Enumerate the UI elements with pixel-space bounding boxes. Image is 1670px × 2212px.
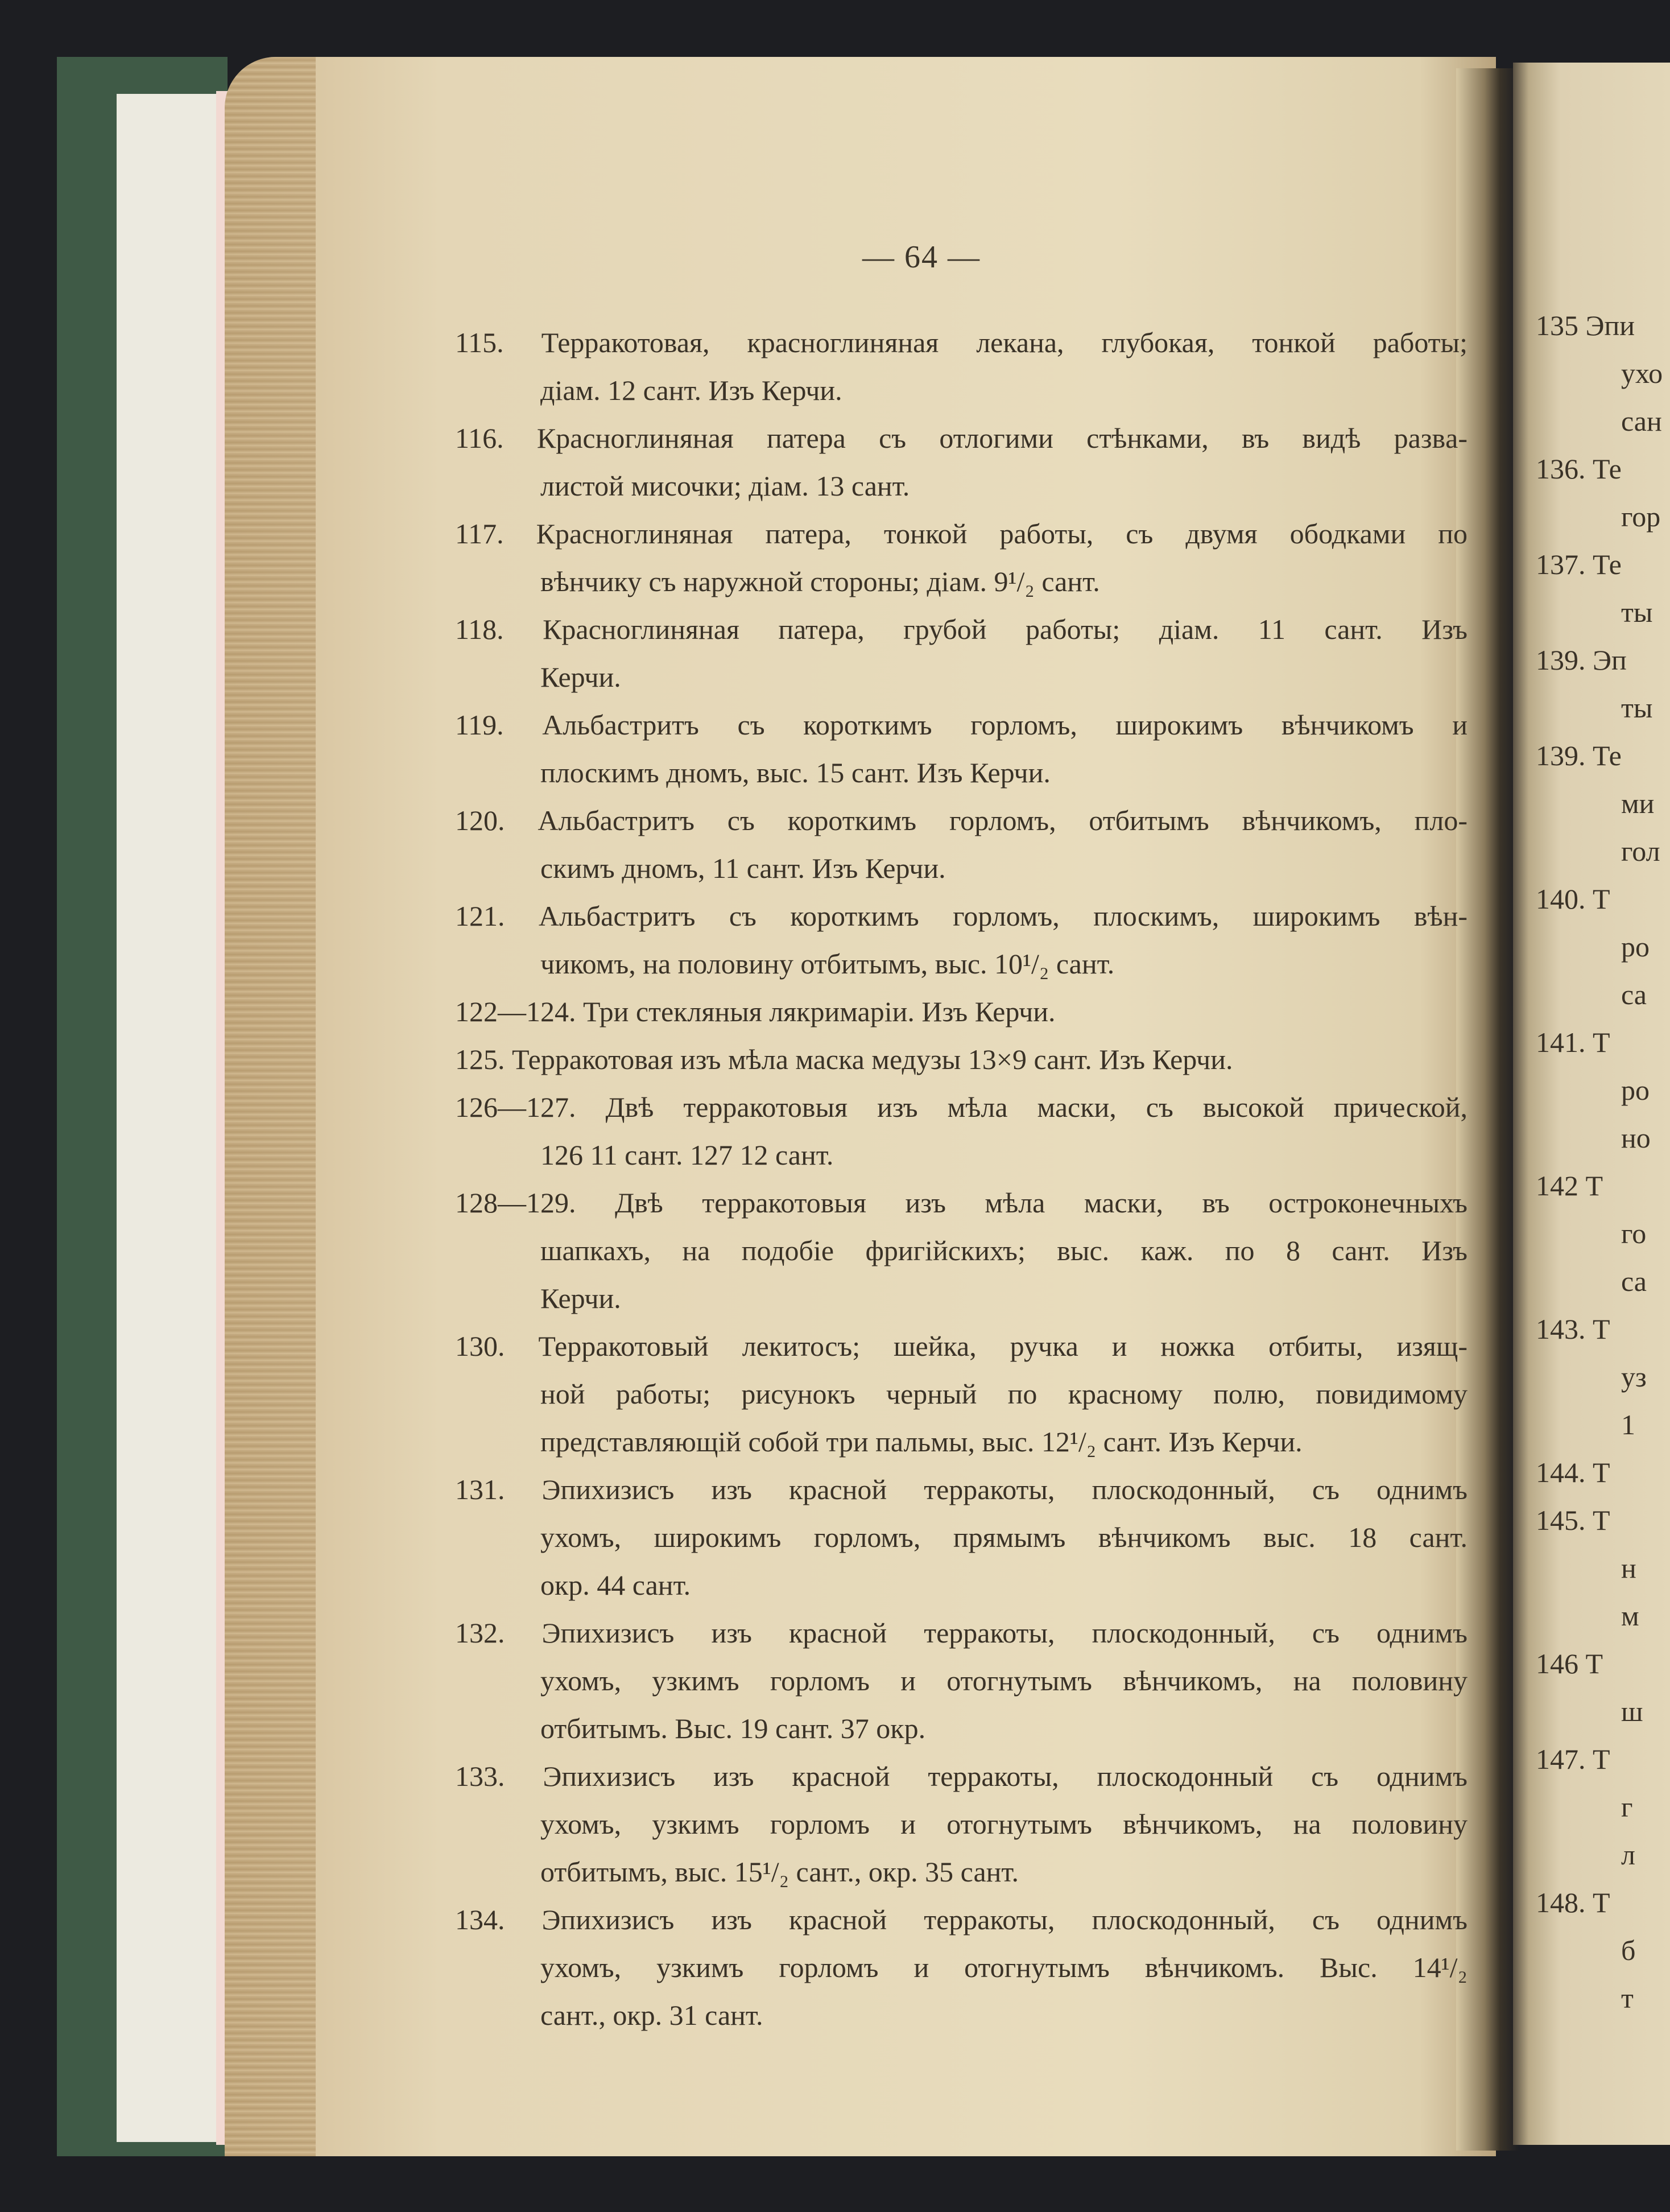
entry-continuation-line: 126 11 сант. 127 12 сант. [540,1139,834,1171]
catalog-entries [455,319,1468,2039]
entry-first-line [455,892,1468,940]
entry-continuation-line: плоскимъ дномъ, выс. 15 сант. Изъ Керчи. [540,757,1051,789]
entry-number: 125. [455,1043,505,1075]
entry-text: Красноглиняная патера, грубой работы; діам. 11 сант. Изъ [503,613,1468,645]
entry-number: 116. [455,422,504,454]
entry-text: Двѣ терракотовыя изъ мѣла маски, въ остроконечныхъ [576,1187,1468,1219]
entry-continuation-line: діам. 12 сант. Изъ Керчи. [540,374,842,406]
entry-continuation-line: чикомъ, на половину отбитымъ, выс. 10¹/₂ сант. [540,948,1115,980]
right-page-continuation: н [1621,1552,1636,1584]
entry-first-line [455,988,1468,1035]
entry-text: Эпихизисъ изъ красной терракоты, плоскодонный, съ однимъ [505,1904,1468,1936]
entry-number: 118. [455,613,504,645]
right-page-continuation: ми [1621,787,1655,819]
right-page-continuation: б [1621,1934,1636,1966]
right-page-continuation: ро [1621,931,1650,963]
right-page-continuation: го [1621,1218,1647,1249]
catalog-entry [455,510,1468,605]
right-page-entry: 135 Эпи [1536,309,1635,341]
entry-number: 120. [455,804,505,836]
entry-first-line [455,1322,1468,1370]
right-page-continuation: ухо [1621,357,1663,389]
entry-first-line [455,1179,1468,1227]
entry-text: Терракотовая, красноглиняная лекана, глубокая, тонкой работы; [503,327,1468,358]
entry-text: Эпихизисъ изъ красной терракоты, плоскодонный, съ однимъ [505,1617,1468,1649]
right-page-continuation: т [1621,1982,1634,2014]
entry-first-line [455,701,1468,749]
catalog-entry [455,1179,1468,1322]
entry-first-line [455,1896,1468,1943]
right-page-continuation: м [1621,1600,1639,1632]
entry-continuation-line: вѣнчику съ наружной стороны; діам. 9¹/₂ сант. [540,566,1100,597]
catalog-entry [455,1035,1468,1083]
catalog-entry [455,1752,1468,1896]
entry-first-line [455,1083,1468,1131]
right-page-continuation: сан [1621,405,1662,437]
catalog-entry [455,701,1468,797]
catalog-entry [455,797,1468,892]
entry-number: 132. [455,1617,505,1649]
page-fore-edge [225,57,316,2156]
entry-number: 122—124. [455,996,576,1027]
entry-text: Красноглиняная патера, тонкой работы, съ двумя ободками по [503,518,1468,550]
entry-continuation-line: отбитымъ. Выс. 19 сант. 37 окр. [540,1712,926,1744]
entry-first-line [455,1609,1468,1657]
entry-text: Терракотовый лекитосъ; шейка, ручка и ножка отбиты, изящ- [505,1330,1468,1362]
entry-text: Три стекляныя лякримаріи. Изъ Керчи. [576,996,1056,1027]
entry-first-line [455,605,1468,653]
right-page-entry: 139. Те [1536,740,1622,771]
right-page-entry: 136. Те [1536,453,1622,485]
entry-number: 115. [455,327,504,358]
entry-text: Альбастритъ съ короткимъ горломъ, плоскимъ, широкимъ вѣн- [505,900,1468,932]
page-number: — 64 — [862,240,981,275]
entry-continuation-line: ухомъ, узкимъ горломъ и отогнутымъ вѣнчикомъ, на половину [540,1808,1468,1840]
entry-first-line [455,1466,1468,1513]
entry-number: 128—129. [455,1187,576,1219]
right-page-continuation: ты [1621,692,1653,724]
right-page-entry: 142 Т [1536,1170,1603,1202]
entry-continuation-line: Керчи. [540,1282,621,1314]
entry-number: 130. [455,1330,505,1362]
entry-continuation-line: ухомъ, узкимъ горломъ и отогнутымъ вѣнчикомъ. Выс. 14¹/₂ [540,1951,1468,1983]
catalog-entry [455,892,1468,988]
catalog-entry [455,1322,1468,1466]
entry-first-line [455,1752,1468,1800]
right-page-entry: 148. Т [1536,1887,1610,1918]
entry-first-line [455,510,1468,558]
entry-continuation-line: листой мисочки; діам. 13 сант. [540,470,910,502]
right-page-entry: 140. Т [1536,883,1610,915]
entry-number: 131. [455,1474,505,1505]
entry-number: 119. [455,709,504,741]
entry-first-line [455,797,1468,844]
entry-continuation-line: отбитымъ, выс. 15¹/₂ сант., окр. 35 сант. [540,1856,1019,1888]
right-page-entry: 144. Т [1536,1456,1610,1488]
entry-text: Терракотовая изъ мѣла маска медузы 13×9 сант. Изъ Керчи. [505,1043,1233,1075]
catalog-entry [455,1083,1468,1179]
right-page-continuation: л [1621,1839,1635,1871]
right-page-text [1536,302,1670,2022]
entry-text: Альбастритъ съ короткимъ горломъ, широкимъ вѣнчикомъ и [503,709,1468,741]
entry-continuation-line: скимъ дномъ, 11 сант. Изъ Керчи. [540,852,946,884]
entry-continuation-line: ной работы; рисунокъ черный по красному полю, повидимому [540,1378,1468,1410]
right-page-continuation: 1 [1621,1409,1635,1441]
catalog-entry [455,988,1468,1035]
entry-first-line [455,1035,1468,1083]
right-page-continuation: гор [1621,501,1661,533]
entry-number: 117. [455,518,504,550]
entry-number: 121. [455,900,505,932]
entry-text: Красноглиняная патера съ отлогими стѣнками, въ видѣ развa- [503,422,1468,454]
entry-first-line [455,414,1468,462]
right-page-continuation: са [1621,979,1647,1010]
entry-continuation-line: представляющій собой три пальмы, выс. 12¹/₂ сант. Изъ Керчи. [540,1426,1303,1458]
right-page-entry: 139. Эп [1536,644,1627,676]
catalog-entry [455,1609,1468,1752]
entry-number: 126—127. [455,1091,576,1123]
right-page-entry: 147. Т [1536,1743,1610,1775]
entry-text: Двѣ терракотовыя изъ мѣла маски, съ высокой прической, [576,1091,1468,1123]
right-page-continuation: но [1621,1122,1651,1154]
right-page-entry: 146 Т [1536,1648,1603,1679]
right-page-entry: 141. Т [1536,1026,1610,1058]
right-page-continuation: са [1621,1265,1647,1297]
right-page-continuation: ты [1621,596,1653,628]
right-page-entry: 143. Т [1536,1313,1610,1345]
right-page-continuation: уз [1621,1361,1647,1393]
right-page-continuation: гол [1621,835,1660,867]
catalog-entry [455,319,1468,414]
entry-continuation-line: сант., окр. 31 сант. [540,1999,763,2031]
entry-continuation-line: окр. 44 сант. [540,1569,691,1601]
entry-continuation-line: ухомъ, узкимъ горломъ и отогнутымъ вѣнчикомъ, на половину [540,1665,1468,1697]
entry-continuation-line: шапкахъ, на подобіе фригійскихъ; выс. каж. по 8 сант. Изъ [540,1235,1468,1266]
catalog-entry [455,1896,1468,2039]
entry-text: Эпихизисъ изъ красной терракоты, плоскодонный съ однимъ [505,1760,1468,1792]
entry-continuation-line: ухомъ, широкимъ горломъ, прямымъ вѣнчикомъ выс. 18 сант. [540,1521,1468,1553]
entry-number: 133. [455,1760,505,1792]
entry-continuation-line: Керчи. [540,661,621,693]
entry-text: Эпихизисъ изъ красной терракоты, плоскодонный, съ однимъ [505,1474,1468,1505]
entry-first-line [455,319,1468,366]
right-page-continuation: ш [1621,1695,1643,1727]
right-page-entry: 145. Т [1536,1504,1610,1536]
catalog-entry [455,1466,1468,1609]
right-page-entry: 137. Те [1536,548,1622,580]
right-page-continuation: г [1621,1791,1633,1823]
catalog-entry [455,414,1468,510]
entry-number: 134. [455,1904,505,1936]
catalog-entry [455,605,1468,701]
right-page-continuation: ро [1621,1074,1650,1106]
entry-text: Альбастритъ съ короткимъ горломъ, отбитымъ вѣнчикомъ, пло- [505,804,1468,836]
